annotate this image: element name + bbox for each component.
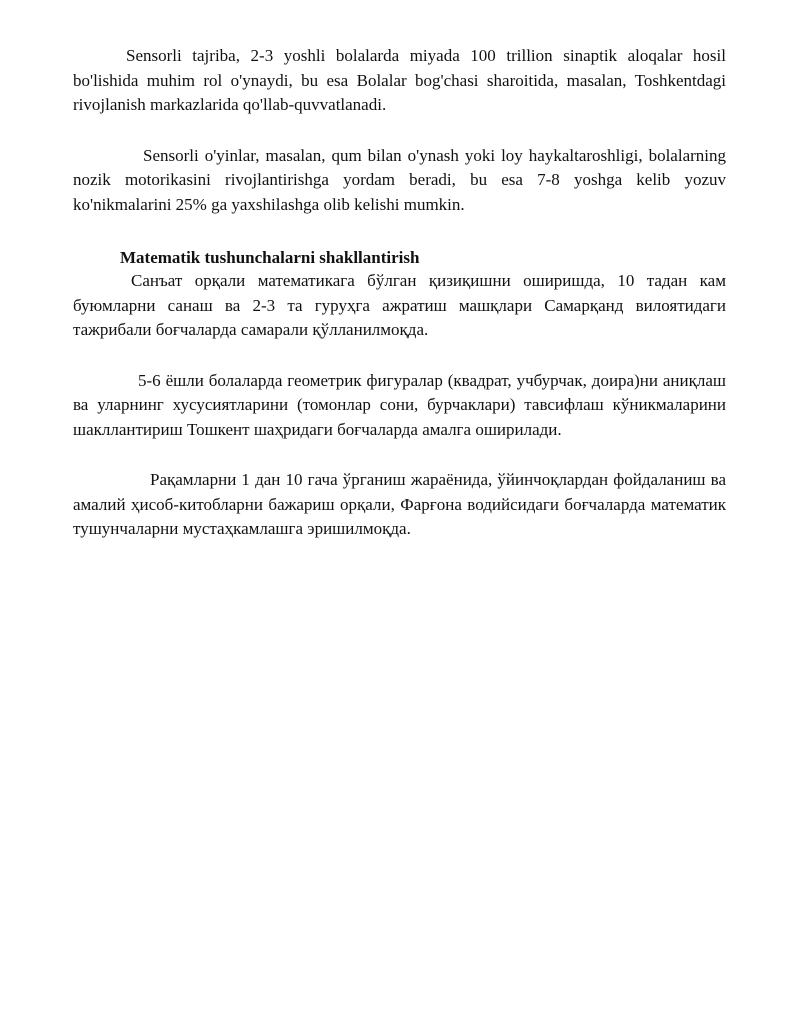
paragraph-numbers-learning: Рақамларни 1 дан 10 гача ўрганиш жараёнида, ўйинчоқлардан фойдаланиш ва амалий ҳисоб-китобларни бажариш орқали, Фарғона водийсидаги боғчаларда математик тушунчаларни мустаҳкамлашга эришилмоқда. bbox=[73, 470, 726, 538]
paragraph-geometric-shapes: 5-6 ёшли болаларда геометрик фигуралар (квадрат, учбурчак, доира)ни аниқлаш ва уларнинг хусусиятларини (томонлар сони, бурчаклари) тавсифлаш кўникмаларини шакллантириш Тошкент шаҳридаги боғчаларда амалга оширилади. bbox=[73, 370, 726, 439]
paragraph-sensory-games: Sensorli o'yinlar, masalan, qum bilan o'ynash yoki loy haykaltaroshligi, bolalarning nozik motorikasini rivojlantirishga yordam beradi, bu esa 7-8 yoshga kelib yozuv ko'nikmalarini 25% ga yaxshilashga olib kelishi mumkin. bbox=[73, 145, 726, 214]
document-body bbox=[73, 44, 726, 542]
paragraph-art-math: Санъат орқали математикага бўлган қизиқишни оширишда, 10 тадан кам буюмларни санаш ва 2-3 та гуруҳга ажратиш машқлари Самарқанд вилоятидаги тажрибали боғчаларда самарали қўлланилмоқда. bbox=[73, 271, 726, 339]
section-heading: Matematik tushunchalarni shakllantirish bbox=[120, 248, 420, 267]
paragraph-sensory-experience: Sensorli tajriba, 2-3 yoshli bolalarda miyada 100 trillion sinaptik aloqalar hosil bo'lishida muhim rol o'ynaydi, bu esa Bolalar bog'chasi sharoitida, masalan, Toshkentdagi rivojlanish markazlarida qo'llab-quvvatlanadi. bbox=[73, 46, 726, 114]
